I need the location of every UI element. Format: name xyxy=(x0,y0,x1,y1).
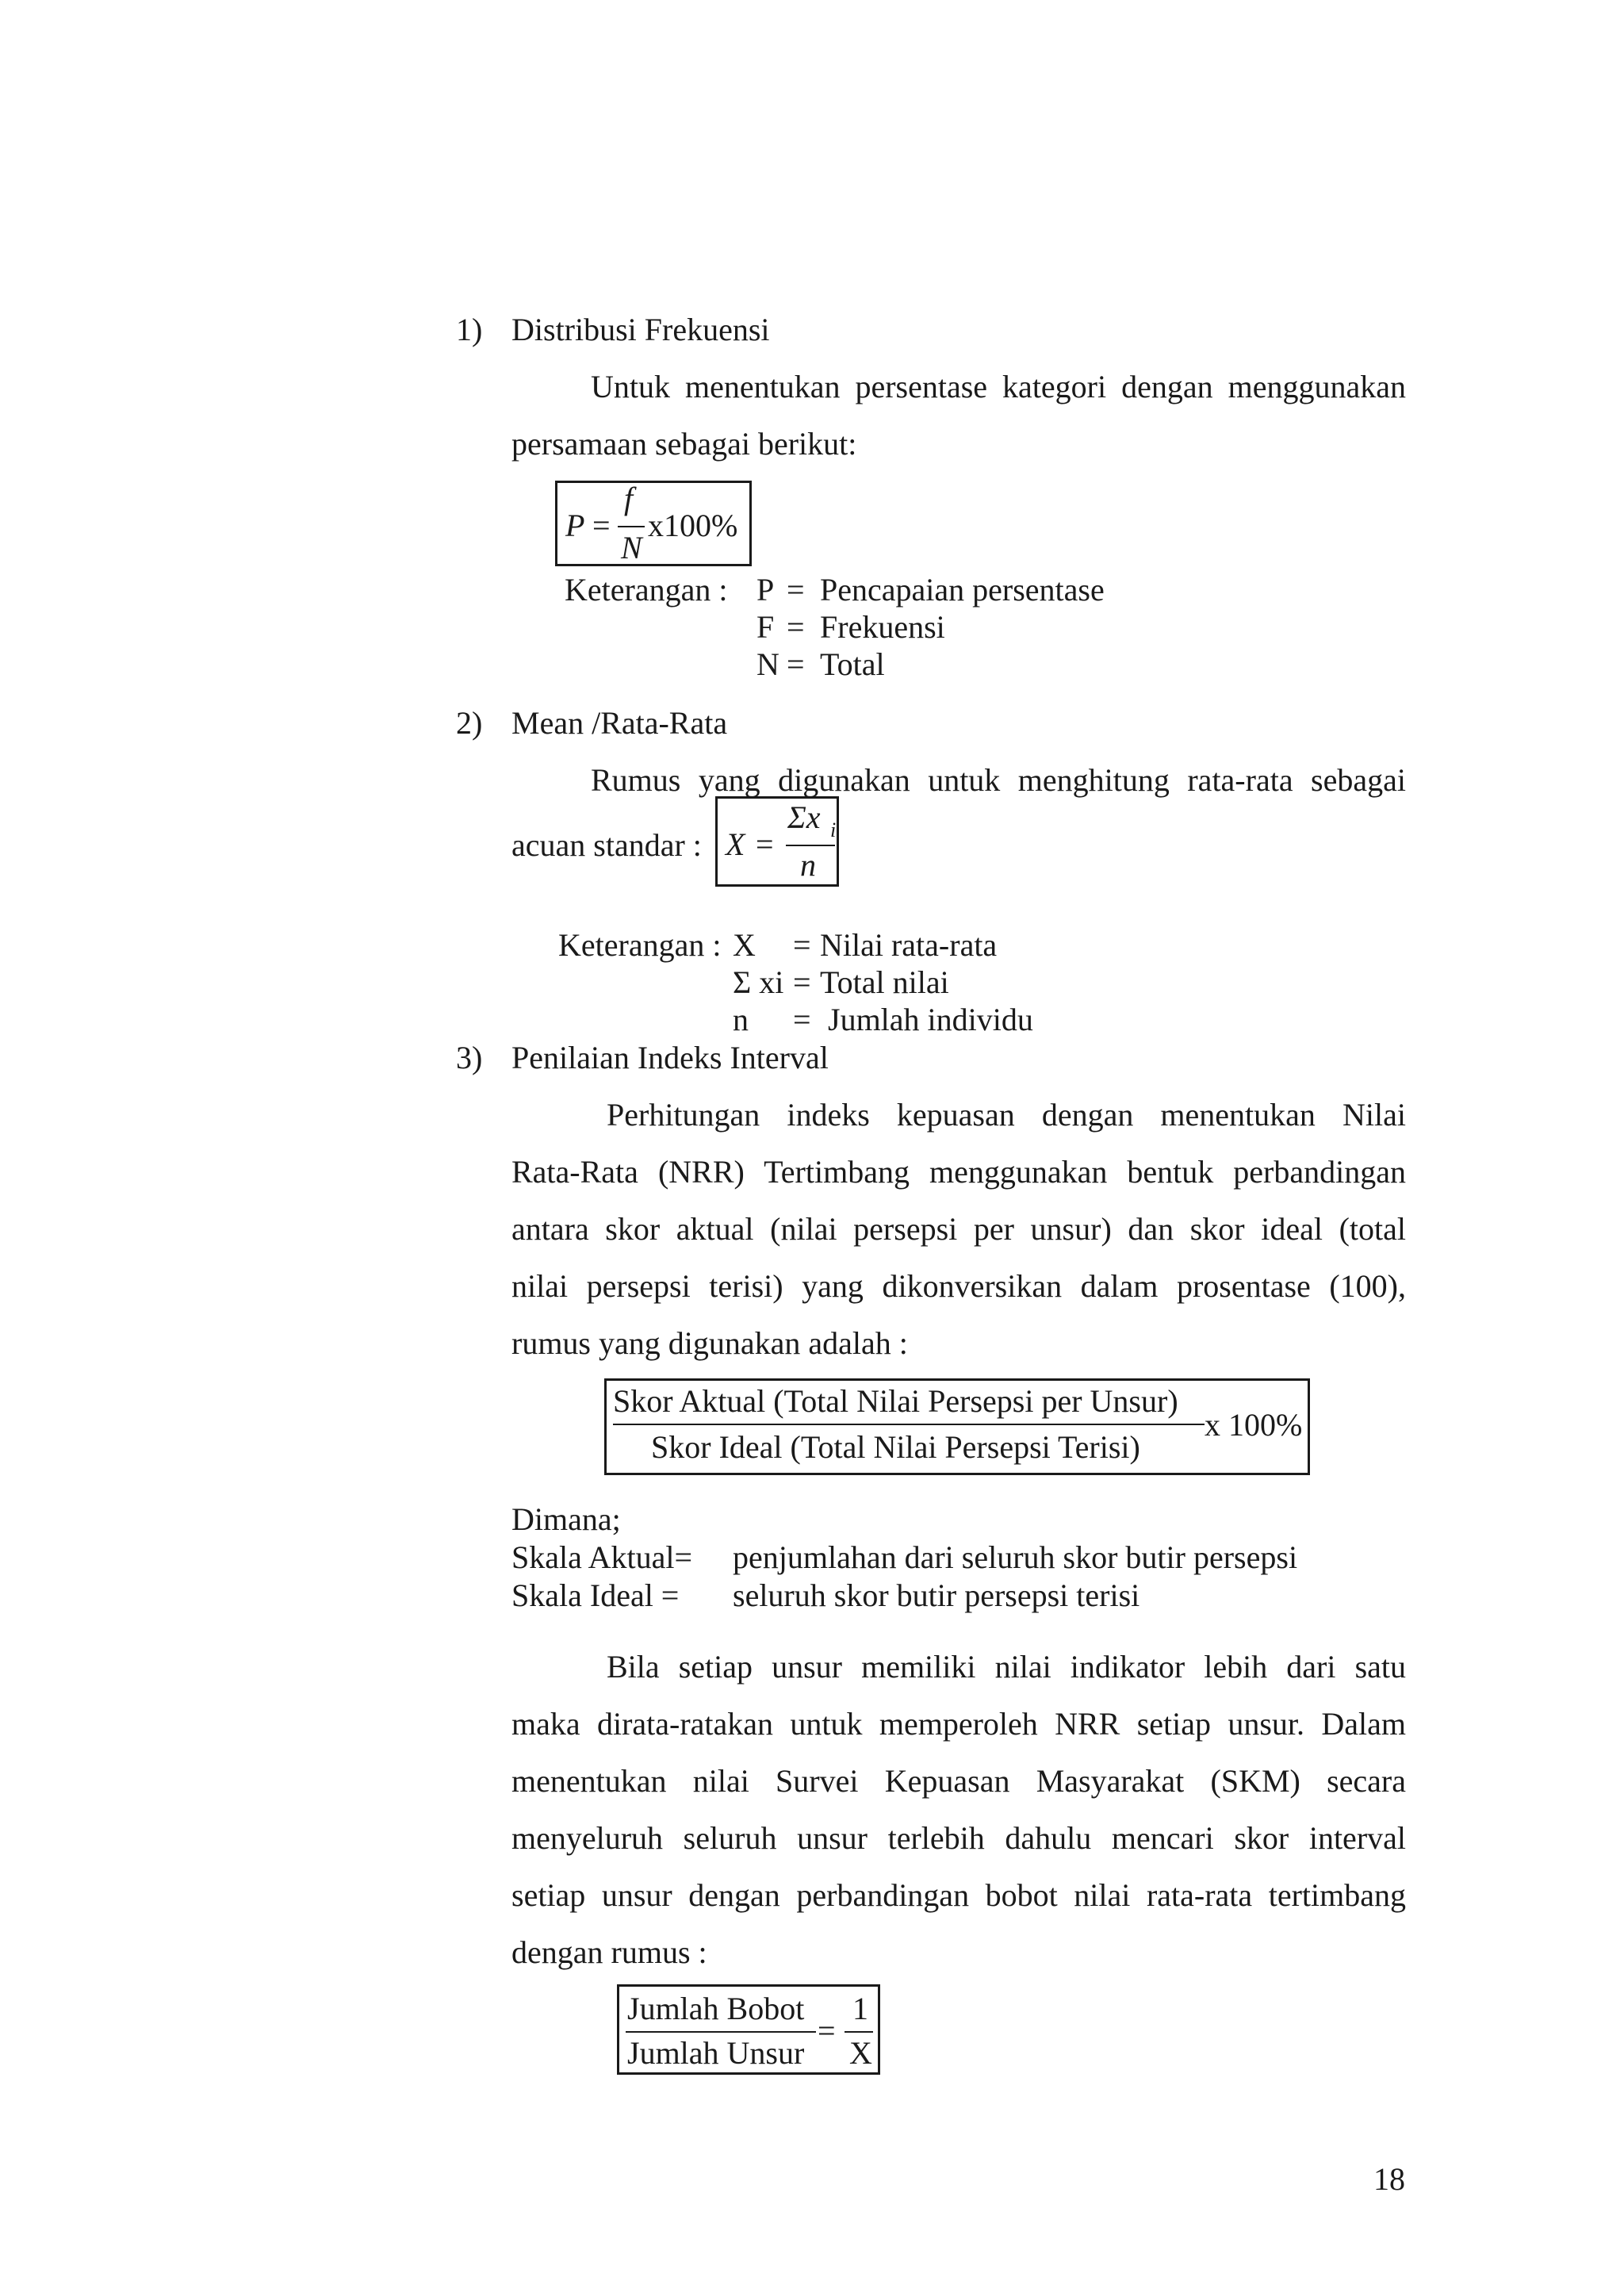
scale-term: Skala Ideal = xyxy=(511,1577,680,1613)
definition-symbol: X xyxy=(733,927,756,963)
formula-equals: = xyxy=(756,826,774,862)
paragraph-line: nilai persepsi terisi) yang dikonversikan dalam prosentase (100), xyxy=(511,1268,1406,1304)
paragraph-line: rumus yang digunakan adalah : xyxy=(511,1325,908,1361)
fraction-bar xyxy=(845,2031,873,2033)
formula-numerator: Σx xyxy=(787,799,821,835)
formula-factor: x100% xyxy=(648,508,738,543)
definition-symbol: F xyxy=(756,609,775,645)
definition-text: Jumlah individu xyxy=(828,1002,1033,1037)
definition-equals: = xyxy=(787,609,805,645)
paragraph-line: antara skor aktual (nilai persepsi per unsur) dan skor ideal (total xyxy=(511,1211,1406,1247)
definition-equals: = xyxy=(787,646,805,682)
paragraph-line: Untuk menentukan persentase kategori dengan menggunakan xyxy=(591,369,1406,404)
formula-denominator: n xyxy=(800,847,816,883)
definition-text: Nilai rata-rata xyxy=(820,927,998,963)
formula-denominator: Skor Ideal (Total Nilai Persepsi Terisi) xyxy=(651,1429,1140,1465)
definition-equals: = xyxy=(793,964,811,1000)
definition-equals: = xyxy=(787,572,805,608)
paragraph-line: dengan rumus : xyxy=(511,1934,707,1970)
section-heading: Mean /Rata-Rata xyxy=(511,705,728,741)
scale-term: Skala Aktual= xyxy=(511,1539,693,1575)
formula-numerator: Jumlah Bobot xyxy=(627,1991,805,2026)
keterangan-label: Keterangan : xyxy=(565,572,728,608)
item-number: 2) xyxy=(456,705,483,741)
item-number: 1) xyxy=(456,312,483,347)
scale-description: seluruh skor butir persepsi terisi xyxy=(733,1577,1140,1613)
formula-box-interval xyxy=(617,1984,880,2075)
item-number: 3) xyxy=(456,1040,483,1075)
fraction-bar xyxy=(626,2031,816,2033)
definition-symbol: n xyxy=(733,1002,749,1037)
paragraph-line: menyeluruh seluruh unsur terlebih dahulu mencari skor interval xyxy=(511,1820,1406,1856)
paragraph-line: setiap unsur dengan perbandingan bobot nilai rata-rata tertimbang xyxy=(511,1877,1406,1913)
formula-equals: = xyxy=(818,2013,836,2049)
formula-denominator: Jumlah Unsur xyxy=(627,2035,805,2071)
formula-lhs: X xyxy=(726,826,745,862)
paragraph-line: Bila setiap unsur memiliki nilai indikator lebih dari satu xyxy=(607,1649,1406,1685)
paragraph-line: persamaan sebagai berikut: xyxy=(511,426,857,462)
scale-description: penjumlahan dari seluruh skor butir persepsi xyxy=(733,1539,1298,1575)
definition-symbol: N xyxy=(756,646,779,682)
paragraph-line: Rata-Rata (NRR) Tertimbang menggunakan bentuk perbandingan xyxy=(511,1154,1406,1190)
page-number: 18 xyxy=(1373,2161,1405,2197)
paragraph-line: menentukan nilai Survei Kepuasan Masyarakat (SKM) secara xyxy=(511,1763,1406,1799)
section-heading: Distribusi Frekuensi xyxy=(511,312,770,347)
paragraph-line: maka dirata-ratakan untuk memperoleh NRR setiap unsur. Dalam xyxy=(511,1706,1406,1742)
formula-numerator: f xyxy=(624,481,634,516)
formula-numerator: Skor Aktual (Total Nilai Persepsi per Unsur) xyxy=(613,1383,1178,1419)
definition-text: Total xyxy=(820,646,885,682)
paragraph-line: Rumus yang digunakan untuk menghitung rata-rata sebagai xyxy=(591,762,1406,798)
definition-text: Total nilai xyxy=(820,964,949,1000)
definition-symbol: P xyxy=(756,572,775,608)
formula-denominator: N xyxy=(621,530,642,565)
formula-subscript: i xyxy=(830,818,837,841)
definition-text: Frekuensi xyxy=(820,609,945,645)
definition-text: Pencapaian persentase xyxy=(820,572,1105,608)
formula-box-percentage xyxy=(555,481,752,566)
formula-equals: = xyxy=(592,508,611,543)
paragraph-line: acuan standar : xyxy=(511,827,702,863)
definition-symbol: Σ xi xyxy=(733,964,784,1000)
dimana-label: Dimana; xyxy=(511,1501,621,1537)
formula-lhs: P xyxy=(565,508,585,543)
formula-denominator: X xyxy=(849,2035,872,2071)
definition-equals: = xyxy=(793,1002,811,1037)
formula-factor: x 100% xyxy=(1205,1407,1303,1443)
formula-box-mean xyxy=(715,796,839,887)
paragraph-line: Perhitungan indeks kepuasan dengan menentukan Nilai xyxy=(607,1097,1406,1133)
definition-equals: = xyxy=(793,927,811,963)
formula-box-index xyxy=(604,1378,1310,1475)
formula-numerator: 1 xyxy=(852,1991,868,2026)
keterangan-label: Keterangan : xyxy=(558,927,722,963)
section-heading: Penilaian Indeks Interval xyxy=(511,1040,829,1075)
fraction-bar xyxy=(613,1424,1205,1425)
fraction-bar xyxy=(618,526,645,527)
